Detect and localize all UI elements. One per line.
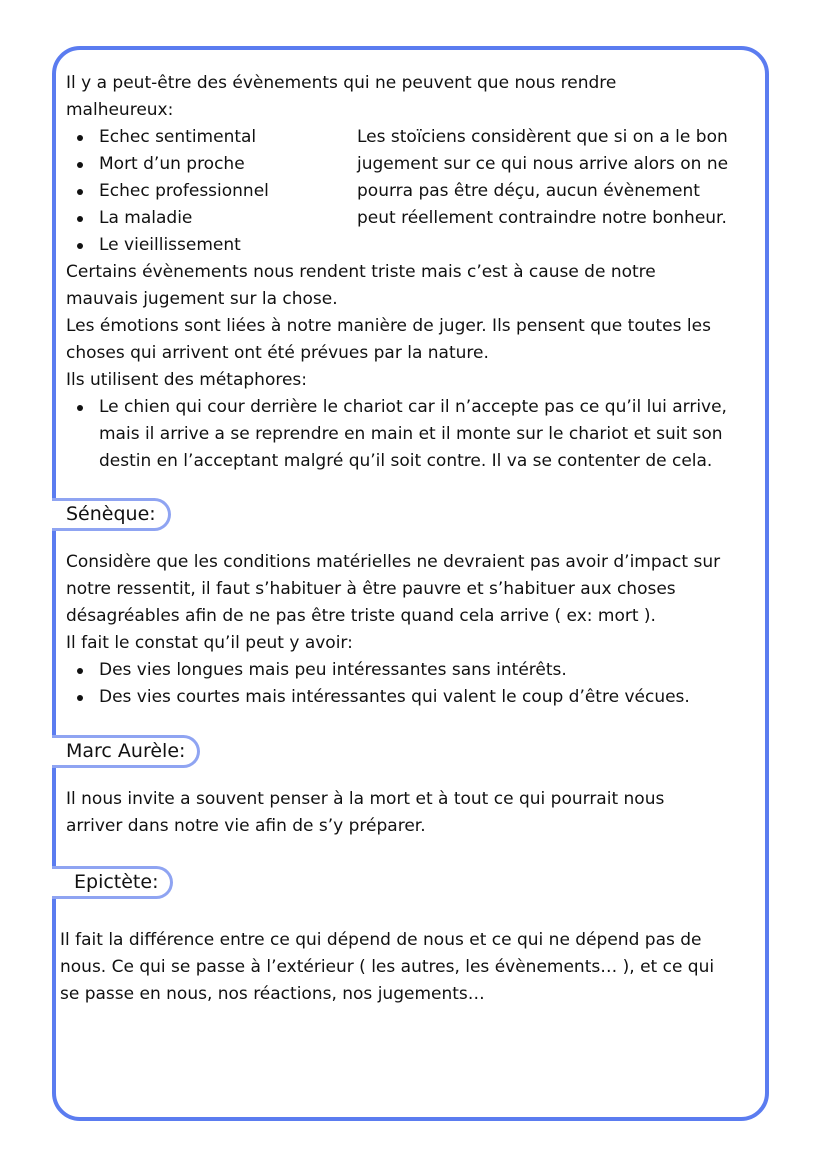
events-list [66, 124, 269, 259]
paragraph-line: Certains évènements nous rendent triste mais c’est à cause de notre [66, 262, 656, 282]
seneque-line: notre ressentit, il faut s’habituer à être pauvre et s’habituer aux choses [66, 579, 676, 599]
list-item: Mort d’un proche [66, 151, 269, 178]
stoic-note-line: pourra pas être déçu, aucun évènement [357, 181, 700, 201]
list-item: Des vies longues mais peu intéressantes sans intérêts. [66, 657, 690, 684]
paragraph-line: choses qui arrivent ont été prévues par la nature. [66, 343, 489, 363]
seneque-line: Considère que les conditions matérielles ne devraient pas avoir d’impact sur [66, 552, 721, 572]
epictete-line: Il fait la différence entre ce qui dépend de nous et ce qui ne dépend pas de [60, 930, 702, 950]
stoic-note-line: jugement sur ce qui nous arrive alors on ne [357, 154, 729, 174]
list-item: Echec sentimental [66, 124, 269, 151]
list-item: La maladie [66, 205, 269, 232]
section-title-marc-aurele: Marc Aurèle: [52, 735, 200, 768]
paragraph-line: Ils utilisent des métaphores: [66, 370, 308, 390]
seneque-line: Il fait le constat qu’il peut y avoir: [66, 633, 353, 653]
intro-line-2: malheureux: [66, 100, 174, 120]
metaphor-line: Le chien qui cour derrière le chariot car il n’accepte pas ce qu’il lui arrive, [99, 397, 727, 417]
section-title-epictete: Epictète: [52, 866, 173, 899]
epictete-line: nous. Ce qui se passe à l’extérieur ( les autres, les évènements… ), et ce qui [60, 957, 715, 977]
section-title-seneque: Sénèque: [52, 498, 171, 531]
list-item: Le vieillissement [66, 232, 269, 259]
stoic-note-line: Les stoïciens considèrent que si on a le bon [357, 127, 728, 147]
list-item: Des vies courtes mais intéressantes qui valent le coup d’être vécues. [66, 684, 690, 711]
metaphor-line: mais il arrive a se reprendre en main et il monte sur le chariot et suit son [99, 424, 723, 444]
epictete-line: se passe en nous, nos réactions, nos jugements… [60, 984, 485, 1004]
list-item [66, 394, 727, 421]
marc-line: Il nous invite a souvent penser à la mort et à tout ce qui pourrait nous [66, 789, 665, 809]
list-item: Echec professionnel [66, 178, 269, 205]
metaphor-line: destin en l’acceptant malgré qu’il soit contre. Il va se contenter de cela. [99, 451, 713, 471]
intro-line-1: Il y a peut-être des évènements qui ne peuvent que nous rendre [66, 73, 617, 93]
seneque-list [66, 657, 690, 711]
paragraph-line: Les émotions sont liées à notre manière de juger. Ils pensent que toutes les [66, 316, 711, 336]
seneque-line: désagréables afin de ne pas être triste quand cela arrive ( ex: mort ). [66, 606, 656, 626]
metaphor-list [66, 394, 727, 421]
marc-line: arriver dans notre vie afin de s’y préparer. [66, 816, 426, 836]
stoic-note-line: peut réellement contraindre notre bonheur. [357, 208, 727, 228]
paragraph-line: mauvais jugement sur la chose. [66, 289, 338, 309]
